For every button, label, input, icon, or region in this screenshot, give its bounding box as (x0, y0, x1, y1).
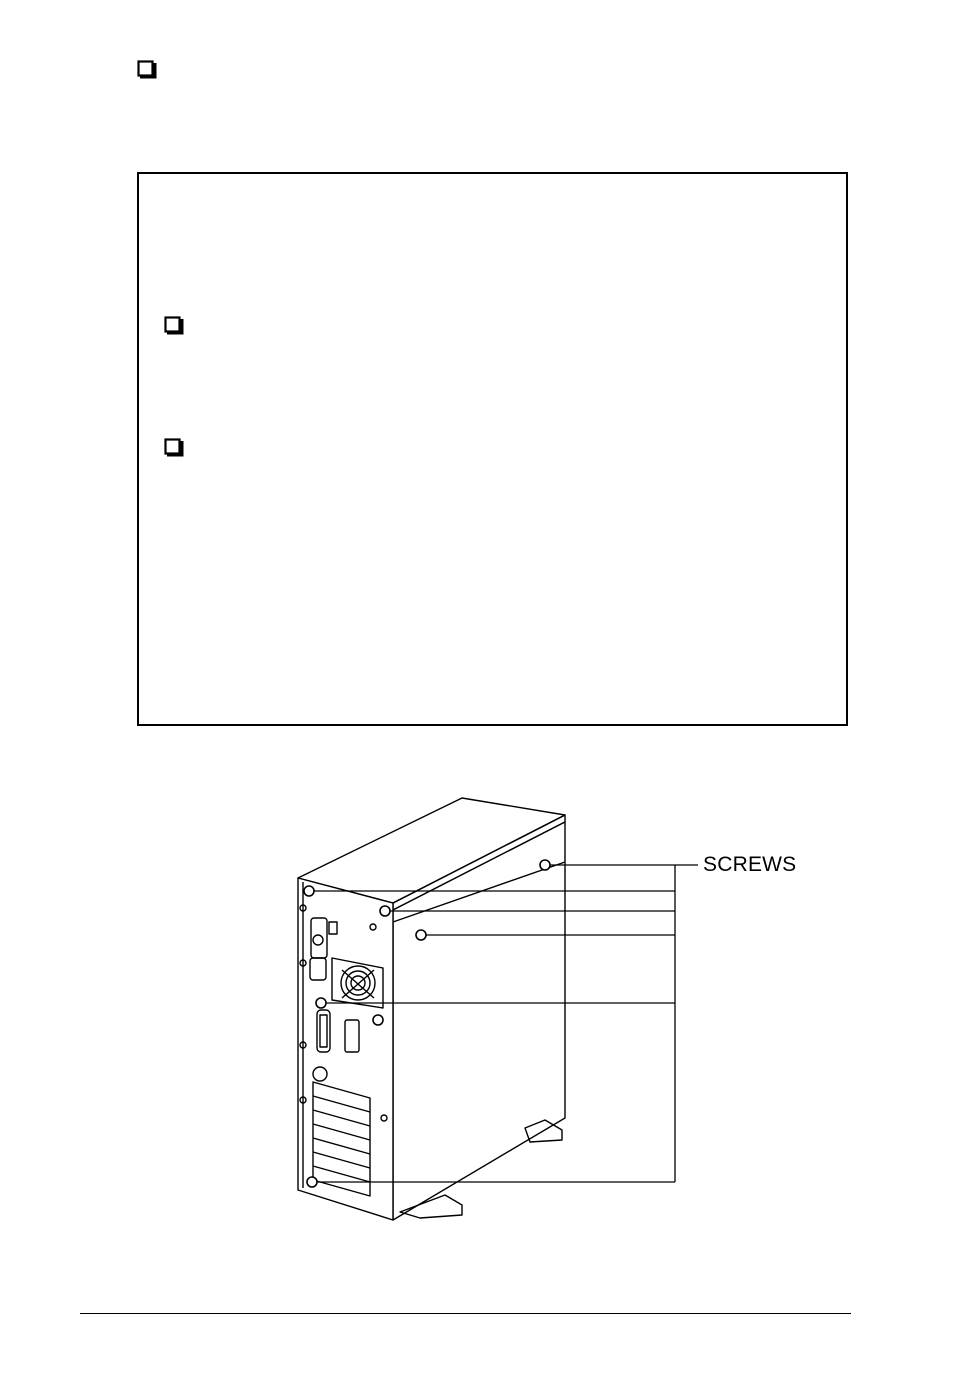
screw (380, 906, 390, 916)
screw (316, 998, 326, 1008)
screw (307, 1177, 317, 1187)
checkbox-icon (164, 438, 186, 460)
checkbox-icon (164, 316, 186, 338)
footer-rule (80, 1313, 851, 1314)
notice-checkbox-bullet-2 (164, 438, 184, 458)
screws-callout-label: SCREWS (703, 853, 797, 876)
screw (540, 860, 550, 870)
screw (416, 930, 426, 940)
checkbox-bullet (137, 60, 157, 80)
notice-box (137, 172, 848, 726)
screw (304, 886, 314, 896)
notice-checkbox-bullet-1 (164, 316, 184, 336)
checkbox-icon (137, 60, 159, 82)
screw (373, 1015, 383, 1025)
